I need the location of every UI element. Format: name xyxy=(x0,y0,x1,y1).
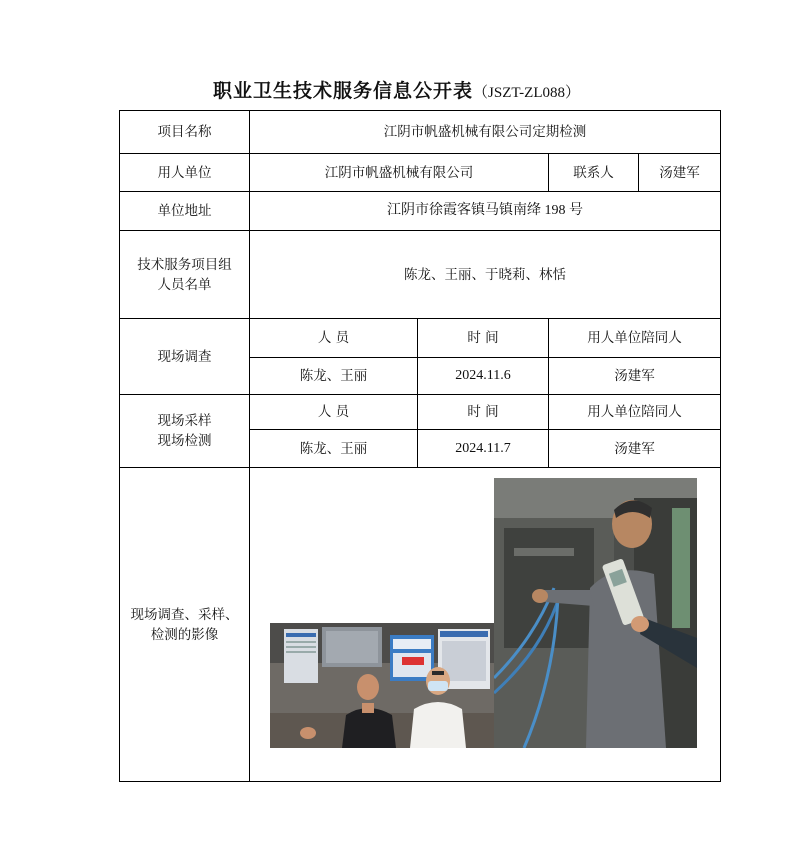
address-label: 单位地址 xyxy=(120,192,250,231)
title-main: 职业卫生技术服务信息公开表 xyxy=(213,80,474,102)
employer-value: 江阴市帆盛机械有限公司 xyxy=(250,154,549,192)
survey-companion: 汤建军 xyxy=(549,358,721,395)
employer-label: 用人单位 xyxy=(120,154,250,192)
survey-col-people: 人 员 xyxy=(250,319,418,358)
contact-label: 联系人 xyxy=(549,154,639,192)
sampling-col-time: 时 间 xyxy=(418,395,549,430)
row-employer xyxy=(120,154,721,192)
images-cell xyxy=(250,468,721,782)
page-title xyxy=(0,76,793,103)
project-name-value: 江阴市帆盛机械有限公司定期检测 xyxy=(250,111,721,154)
images-label-line2: 检测的影像 xyxy=(150,626,219,643)
sampling-col-companion: 用人单位陪同人 xyxy=(549,395,721,430)
sampling-label xyxy=(120,395,250,468)
team-label-line1: 技术服务项目组 xyxy=(137,256,232,273)
team-label-line2: 人员名单 xyxy=(157,276,212,293)
sampling-companion: 汤建军 xyxy=(549,430,721,468)
row-survey-header xyxy=(120,319,721,358)
row-sampling-header xyxy=(120,395,721,430)
images-label xyxy=(120,468,250,782)
address-value: 江阴市徐霞客镇马镇南绛 198 号 xyxy=(250,192,721,231)
survey-col-time: 时 间 xyxy=(418,319,549,358)
survey-people: 陈龙、王丽 xyxy=(250,358,418,395)
row-address xyxy=(120,192,721,231)
survey-label: 现场调查 xyxy=(120,319,250,395)
team-label xyxy=(120,231,250,319)
sampling-label-line1: 现场采样 xyxy=(157,413,212,429)
sampling-people: 陈龙、王丽 xyxy=(250,430,418,468)
title-code: （JSZT-ZL088） xyxy=(473,85,580,101)
sampling-time: 2024.11.7 xyxy=(418,430,549,468)
project-name-label: 项目名称 xyxy=(120,111,250,154)
noise-measurement-photo xyxy=(494,478,697,748)
row-project-name xyxy=(120,111,721,154)
sampling-col-people: 人 员 xyxy=(250,395,418,430)
group-photo-image xyxy=(270,623,494,748)
info-table xyxy=(119,110,721,782)
team-value: 陈龙、王丽、于晓莉、林恬 xyxy=(250,231,721,319)
row-team xyxy=(120,231,721,319)
contact-value: 汤建军 xyxy=(639,154,721,192)
noise-measurement-image xyxy=(494,478,697,748)
sampling-label-line2: 现场检测 xyxy=(157,433,212,449)
survey-time: 2024.11.6 xyxy=(418,358,549,395)
survey-col-companion: 用人单位陪同人 xyxy=(549,319,721,358)
row-images xyxy=(120,468,721,782)
group-photo xyxy=(270,623,494,748)
images-label-line1: 现场调查、采样、 xyxy=(130,606,239,623)
